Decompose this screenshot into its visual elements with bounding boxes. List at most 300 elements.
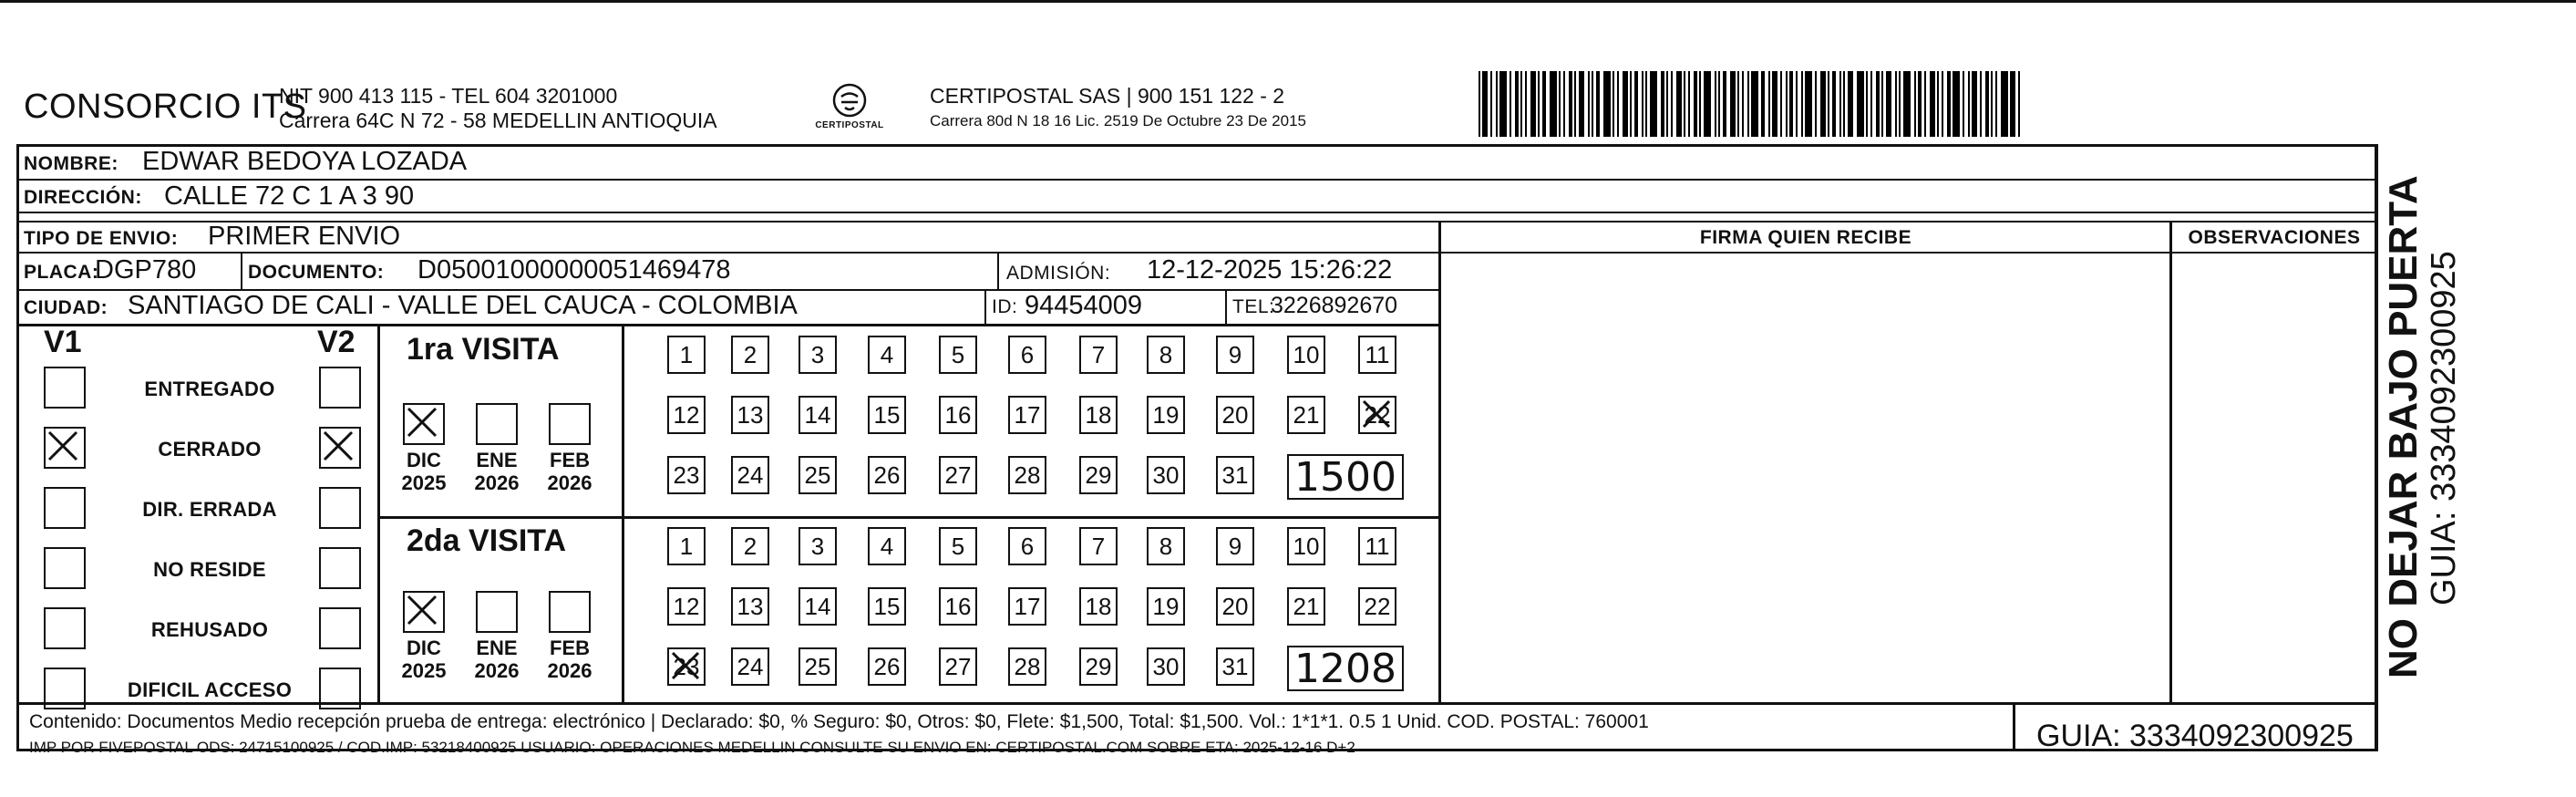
visit1-day-box[interactable] bbox=[1079, 456, 1118, 494]
v1-header: V1 bbox=[44, 325, 82, 359]
barcode-bar bbox=[2010, 71, 2015, 137]
day-number: 3 bbox=[810, 532, 825, 560]
footer-imp: IMP POR FIVEPOSTAL ODS: 24715100925 / COD.IMP: 53218400925 USUARIO: OPERACIONES MEDELLIN CONSULTE SU ENVIO EN: CERTIPOSTAL.COM SOBRE ETA: 2025-12-16 D+2 bbox=[29, 739, 1355, 756]
day-number: 30 bbox=[1152, 461, 1180, 489]
visit1-day-box[interactable] bbox=[1216, 396, 1254, 434]
visit2-day-box[interactable] bbox=[939, 527, 977, 565]
day-number: 17 bbox=[1014, 592, 1041, 620]
visit2-day-box[interactable] bbox=[731, 587, 769, 626]
barcode-bar bbox=[1515, 71, 1519, 137]
barcode-bar bbox=[1857, 71, 1864, 137]
v1-checkbox[interactable] bbox=[44, 487, 86, 529]
v1-checkbox[interactable] bbox=[44, 367, 86, 409]
v2-checkbox[interactable] bbox=[319, 668, 361, 709]
barcode-bar bbox=[1718, 71, 1720, 137]
visit2-day-box[interactable] bbox=[1287, 587, 1325, 626]
month-year: 2026 bbox=[474, 471, 520, 494]
day-number: 22 bbox=[1364, 592, 1391, 620]
barcode-bar bbox=[1684, 71, 1685, 137]
barcode-bar bbox=[1991, 71, 1993, 137]
barcode-bar bbox=[1676, 71, 1682, 137]
certipostal-logo bbox=[811, 82, 888, 137]
col-line bbox=[241, 252, 242, 290]
visit2-day-box[interactable] bbox=[1008, 647, 1046, 686]
visit1-day-box[interactable] bbox=[1287, 336, 1325, 374]
v2-checkbox[interactable] bbox=[319, 487, 361, 529]
day-number: 22 bbox=[1364, 400, 1391, 429]
barcode-bar bbox=[1942, 71, 1943, 137]
direccion-value: CALLE 72 C 1 A 3 90 bbox=[164, 181, 415, 211]
barcode-bar bbox=[1820, 71, 1826, 137]
col-line bbox=[1225, 289, 1227, 326]
barcode-bar bbox=[1930, 71, 1935, 137]
visit1-day-box[interactable] bbox=[868, 396, 906, 434]
barcode-bar bbox=[1796, 71, 1798, 137]
barcode-bar bbox=[1482, 71, 1488, 137]
day-number: 10 bbox=[1293, 340, 1320, 368]
month-label bbox=[534, 637, 605, 682]
barcode-bar bbox=[1985, 71, 1989, 137]
x-mark-icon bbox=[1360, 398, 1396, 434]
visit2-day-box[interactable] bbox=[1079, 527, 1118, 565]
day-number: 31 bbox=[1221, 652, 1249, 680]
barcode-bar bbox=[1574, 71, 1576, 137]
month-name: ENE bbox=[476, 449, 518, 471]
month-checkbox[interactable] bbox=[476, 403, 518, 445]
barcode-bar bbox=[1972, 71, 1977, 137]
day-number: 6 bbox=[1020, 340, 1035, 368]
barcode-bar bbox=[1510, 71, 1511, 137]
month-label bbox=[388, 449, 459, 494]
day-number: 18 bbox=[1085, 592, 1112, 620]
visit2-day-box[interactable] bbox=[868, 647, 906, 686]
barcode-bar bbox=[1704, 71, 1711, 137]
barcode-bar bbox=[1848, 71, 1853, 137]
month-name: ENE bbox=[476, 637, 518, 659]
visit1-day-box[interactable] bbox=[799, 396, 837, 434]
day-number: 29 bbox=[1085, 461, 1112, 489]
visit2-day-box[interactable] bbox=[799, 587, 837, 626]
day-number: 30 bbox=[1152, 652, 1180, 680]
visit1-day-box[interactable] bbox=[1079, 396, 1118, 434]
month-checkbox[interactable] bbox=[549, 591, 591, 633]
status-label: DIR. ERRADA bbox=[142, 498, 277, 521]
visit2-day-box[interactable] bbox=[868, 587, 906, 626]
day-number: 27 bbox=[944, 461, 972, 489]
barcode-bar bbox=[1772, 71, 1777, 137]
admision-value: 12-12-2025 15:26:22 bbox=[1147, 255, 1393, 285]
barcode-bar bbox=[1903, 71, 1911, 137]
barcode-bar bbox=[1881, 71, 1883, 137]
barcode-bar bbox=[1828, 71, 1829, 137]
day-number: 26 bbox=[873, 461, 901, 489]
month-year: 2026 bbox=[547, 659, 592, 682]
visit2-day-box[interactable] bbox=[1358, 527, 1396, 565]
visit1-day-box[interactable] bbox=[731, 336, 769, 374]
footer-contenido: Contenido: Documentos Medio recepción prueba de entrega: electrónico | Declarado: $0, % Seguro: $0, Otros: $0, Flete: $1,500, Total: $1,500. Vol.: 1*1*1. 0.5 1 Unid. COD. POSTAL: 760001 bbox=[29, 711, 1649, 732]
side-warning: NO DEJAR BAJO PUERTA bbox=[2381, 175, 2426, 678]
barcode-bar bbox=[1499, 71, 1507, 137]
barcode-bar bbox=[1801, 71, 1803, 137]
visit1-day-box[interactable] bbox=[799, 456, 837, 494]
company-name: CONSORCIO ITS bbox=[24, 88, 307, 126]
day-number: 12 bbox=[673, 592, 700, 620]
top-border-line bbox=[0, 0, 2576, 3]
barcode-bar bbox=[1899, 71, 1901, 137]
v1-checkbox[interactable] bbox=[44, 607, 86, 649]
barcode-bar bbox=[1751, 71, 1758, 137]
barcode-bar bbox=[1995, 71, 1997, 137]
visit2-day-box[interactable] bbox=[667, 587, 706, 626]
barcode-bar bbox=[1866, 71, 1868, 137]
visit1-day-box[interactable] bbox=[1216, 336, 1254, 374]
visit2-title: 2da VISITA bbox=[407, 523, 567, 558]
placa-value: DGP780 bbox=[95, 255, 197, 285]
barcode-bar bbox=[2018, 71, 2020, 137]
x-mark-icon bbox=[405, 593, 443, 631]
visit2-day-box[interactable] bbox=[1216, 647, 1254, 686]
visit2-day-box[interactable] bbox=[1147, 527, 1185, 565]
month-checkbox[interactable] bbox=[476, 591, 518, 633]
row-line bbox=[16, 212, 2377, 213]
day-number: 24 bbox=[737, 461, 764, 489]
visit2-day-box[interactable] bbox=[731, 647, 769, 686]
v2-checkbox[interactable] bbox=[319, 547, 361, 589]
documento-value: D05001000000051469478 bbox=[417, 255, 731, 285]
col-line bbox=[2375, 144, 2378, 751]
visit1-day-box[interactable] bbox=[939, 396, 977, 434]
day-number: 11 bbox=[1365, 340, 1390, 368]
visit1-title: 1ra VISITA bbox=[407, 332, 560, 367]
barcode-bar bbox=[1761, 71, 1765, 137]
barcode-bar bbox=[1918, 71, 1922, 137]
day-number: 20 bbox=[1221, 592, 1249, 620]
visit1-time-box[interactable]: 1500 bbox=[1287, 454, 1404, 500]
barcode-bar bbox=[1699, 71, 1701, 137]
ciudad-value: SANTIAGO DE CALI - VALLE DEL CAUCA - COLOMBIA bbox=[128, 291, 798, 320]
visit2-day-box[interactable] bbox=[1216, 587, 1254, 626]
month-name: FEB bbox=[550, 449, 590, 471]
barcode-bar bbox=[1963, 71, 1964, 137]
barcode-bar bbox=[1525, 71, 1527, 137]
visit2-day-box[interactable] bbox=[667, 647, 706, 686]
day-number: 11 bbox=[1365, 532, 1390, 560]
day-number: 4 bbox=[880, 532, 894, 560]
day-number: 18 bbox=[1085, 400, 1112, 429]
day-number: 2 bbox=[743, 340, 757, 368]
barcode-bar bbox=[1715, 71, 1716, 137]
month-year: 2025 bbox=[401, 471, 447, 494]
status-label: NO RESIDE bbox=[153, 558, 266, 581]
placa-label: PLACA: bbox=[24, 262, 99, 283]
day-number: 17 bbox=[1014, 400, 1041, 429]
barcode-bar bbox=[1617, 71, 1619, 137]
barcode-bar bbox=[1650, 71, 1657, 137]
barcode-bar bbox=[1542, 71, 1546, 137]
barcode-bar bbox=[1671, 71, 1673, 137]
day-number: 7 bbox=[1091, 532, 1106, 560]
day-number: 19 bbox=[1152, 400, 1180, 429]
day-number: 29 bbox=[1085, 652, 1112, 680]
col-line bbox=[377, 326, 380, 702]
visit2-day-box[interactable] bbox=[667, 527, 706, 565]
day-number: 10 bbox=[1293, 532, 1320, 560]
tel-label: TEL: bbox=[1232, 296, 1275, 317]
barcode-bar bbox=[1563, 71, 1565, 137]
barcode-bar bbox=[1634, 71, 1638, 137]
barcode-bar bbox=[1839, 71, 1841, 137]
day-number: 14 bbox=[804, 400, 831, 429]
barcode-bar bbox=[1520, 71, 1522, 137]
col-line bbox=[2169, 221, 2172, 702]
v2-header: V2 bbox=[317, 325, 355, 359]
col-line bbox=[1438, 221, 1441, 702]
barcode-bar bbox=[1579, 71, 1584, 137]
month-year: 2026 bbox=[547, 471, 592, 494]
barcode-bar bbox=[1742, 71, 1744, 137]
day-number: 21 bbox=[1293, 400, 1320, 429]
barcode-bar bbox=[1496, 71, 1498, 137]
status-label: REHUSADO bbox=[150, 618, 269, 641]
visit1-day-box[interactable] bbox=[939, 456, 977, 494]
visit1-day-box[interactable] bbox=[868, 336, 906, 374]
documento-label: DOCUMENTO: bbox=[248, 262, 385, 283]
ciudad-label: CIUDAD: bbox=[24, 297, 108, 318]
col-line bbox=[997, 252, 999, 290]
visit2-day-box[interactable] bbox=[1079, 587, 1118, 626]
visit2-day-box[interactable] bbox=[1147, 587, 1185, 626]
barcode-bar bbox=[1768, 71, 1770, 137]
visit1-day-box[interactable] bbox=[1008, 456, 1046, 494]
day-number: 21 bbox=[1293, 592, 1320, 620]
barcode-bar bbox=[1666, 71, 1668, 137]
visit2-day-box[interactable] bbox=[731, 527, 769, 565]
day-number: 26 bbox=[873, 652, 901, 680]
visit2-day-box[interactable] bbox=[868, 527, 906, 565]
day-number: 1 bbox=[679, 532, 694, 560]
row-line bbox=[16, 702, 2377, 705]
visit1-day-box[interactable] bbox=[667, 396, 706, 434]
barcode-bar bbox=[1645, 71, 1647, 137]
day-number: 16 bbox=[944, 592, 972, 620]
direccion-label: DIRECCIÓN: bbox=[24, 187, 142, 208]
visit2-day-box[interactable] bbox=[1216, 527, 1254, 565]
visit1-day-box[interactable] bbox=[1079, 336, 1118, 374]
tipo-value: PRIMER ENVIO bbox=[208, 222, 401, 251]
barcode-bar bbox=[1876, 71, 1880, 137]
visit1-day-box[interactable] bbox=[1147, 396, 1185, 434]
visit2-day-box[interactable] bbox=[799, 647, 837, 686]
x-mark-icon bbox=[669, 649, 706, 686]
certipostal-line: CERTIPOSTAL SAS | 900 151 122 - 2 bbox=[930, 84, 1285, 108]
day-number: 23 bbox=[673, 461, 700, 489]
day-number: 2 bbox=[743, 532, 757, 560]
month-label bbox=[461, 449, 532, 494]
barcode-bar bbox=[1886, 71, 1891, 137]
barcode-bar bbox=[1613, 71, 1614, 137]
visit2-day-box[interactable] bbox=[1147, 647, 1185, 686]
month-year: 2026 bbox=[474, 659, 520, 682]
barcode-bar bbox=[1603, 71, 1611, 137]
day-number: 24 bbox=[737, 652, 764, 680]
col-line bbox=[2013, 702, 2015, 751]
barcode-bar bbox=[1953, 71, 1960, 137]
tipo-label: TIPO DE ENVIO: bbox=[24, 228, 179, 249]
barcode-bar bbox=[1789, 71, 1793, 137]
visit2-day-box[interactable] bbox=[1079, 647, 1118, 686]
barcode-bar bbox=[1569, 71, 1572, 137]
status-label: ENTREGADO bbox=[144, 378, 275, 400]
day-number: 9 bbox=[1228, 340, 1242, 368]
barcode-bar bbox=[1780, 71, 1782, 137]
admision-label: ADMISIÓN: bbox=[1006, 263, 1111, 284]
footer-guia: GUIA: 3334092300925 bbox=[2036, 719, 2354, 753]
barcode-bar bbox=[1832, 71, 1836, 137]
visit1-day-box[interactable] bbox=[731, 396, 769, 434]
barcode bbox=[1479, 71, 2199, 137]
v1-checkbox[interactable] bbox=[44, 427, 86, 469]
barcode-bar bbox=[1895, 71, 1897, 137]
day-number: 31 bbox=[1221, 461, 1249, 489]
day-number: 28 bbox=[1014, 461, 1041, 489]
day-number: 13 bbox=[737, 400, 764, 429]
visit1-day-box[interactable] bbox=[799, 336, 837, 374]
day-number: 25 bbox=[804, 652, 831, 680]
v1-checkbox[interactable] bbox=[44, 668, 86, 709]
month-checkbox[interactable] bbox=[403, 591, 445, 633]
col-line bbox=[984, 289, 986, 326]
visit2-day-box[interactable] bbox=[939, 587, 977, 626]
visit2-day-box[interactable] bbox=[1008, 527, 1046, 565]
day-number: 15 bbox=[873, 592, 901, 620]
company-info bbox=[279, 84, 717, 133]
barcode-bar bbox=[1947, 71, 1951, 137]
day-number: 19 bbox=[1152, 592, 1180, 620]
month-checkbox[interactable] bbox=[403, 403, 445, 445]
barcode-bar bbox=[1592, 71, 1593, 137]
day-number: 1 bbox=[679, 340, 694, 368]
day-number: 23 bbox=[673, 652, 700, 680]
visit1-day-box[interactable] bbox=[1358, 396, 1396, 434]
day-number: 13 bbox=[737, 592, 764, 620]
visit1-day-box[interactable] bbox=[1147, 456, 1185, 494]
x-mark-icon bbox=[46, 429, 84, 467]
id-label: ID: bbox=[992, 296, 1018, 317]
barcode-bar bbox=[1550, 71, 1557, 137]
barcode-bar bbox=[1737, 71, 1739, 137]
day-number: 8 bbox=[1159, 532, 1173, 560]
barcode-bar bbox=[1786, 71, 1788, 137]
month-checkbox[interactable] bbox=[549, 403, 591, 445]
barcode-bar bbox=[1694, 71, 1697, 137]
certipostal-info bbox=[930, 84, 1306, 133]
barcode-bar bbox=[1730, 71, 1736, 137]
tel-value: 3226892670 bbox=[1271, 293, 1398, 318]
status-label: DIFICIL ACCESO bbox=[127, 678, 293, 701]
visit2-day-box[interactable] bbox=[1287, 527, 1325, 565]
visit2-day-box[interactable] bbox=[939, 647, 977, 686]
row-line bbox=[16, 179, 2377, 181]
v2-checkbox[interactable] bbox=[319, 607, 361, 649]
month-year: 2025 bbox=[401, 659, 447, 682]
barcode-bar bbox=[1630, 71, 1632, 137]
col-line bbox=[622, 326, 624, 702]
visit1-day-box[interactable] bbox=[731, 456, 769, 494]
visit2-day-box[interactable] bbox=[1008, 587, 1046, 626]
barcode-bar bbox=[1914, 71, 1916, 137]
visit1-day-box[interactable] bbox=[1008, 336, 1046, 374]
logo-icon bbox=[831, 82, 868, 119]
visit2-time-box[interactable]: 1208 bbox=[1287, 646, 1404, 691]
v2-checkbox[interactable] bbox=[319, 367, 361, 409]
barcode-bar bbox=[1538, 71, 1540, 137]
barcode-bar bbox=[1747, 71, 1749, 137]
nombre-label: NOMBRE: bbox=[24, 153, 118, 174]
day-number: 28 bbox=[1014, 652, 1041, 680]
barcode-bar bbox=[1815, 71, 1817, 137]
barcode-bar bbox=[1596, 71, 1600, 137]
barcode-bar bbox=[1623, 71, 1628, 137]
month-label bbox=[461, 637, 532, 682]
certipostal-license-line: Carrera 80d N 18 16 Lic. 2519 De Octubre 23 De 2015 bbox=[930, 112, 1306, 129]
month-label bbox=[534, 449, 605, 494]
day-number: 16 bbox=[944, 400, 972, 429]
visit1-day-box[interactable] bbox=[1287, 396, 1325, 434]
barcode-bar bbox=[1588, 71, 1590, 137]
day-number: 7 bbox=[1091, 340, 1106, 368]
barcode-bar bbox=[1479, 71, 1480, 137]
status-label: CERRADO bbox=[158, 438, 262, 461]
barcode-bar bbox=[1924, 71, 1926, 137]
observaciones-column-header: OBSERVACIONES bbox=[2188, 227, 2361, 248]
side-guia: GUIA: 3334092300925 bbox=[2425, 251, 2463, 606]
row-line bbox=[16, 252, 1440, 254]
visit1-day-box[interactable] bbox=[1216, 456, 1254, 494]
month-name: FEB bbox=[550, 637, 590, 659]
v1-checkbox[interactable] bbox=[44, 547, 86, 589]
barcode-bar bbox=[1688, 71, 1690, 137]
barcode-bar bbox=[1559, 71, 1561, 137]
visit1-day-box[interactable] bbox=[667, 456, 706, 494]
v2-checkbox[interactable] bbox=[319, 427, 361, 469]
visit1-day-box[interactable] bbox=[667, 336, 706, 374]
day-number: 20 bbox=[1221, 400, 1249, 429]
nombre-value: EDWAR BEDOYA LOZADA bbox=[142, 147, 468, 176]
day-number: 4 bbox=[880, 340, 894, 368]
day-number: 15 bbox=[873, 400, 901, 429]
day-number: 25 bbox=[804, 461, 831, 489]
day-number: 6 bbox=[1020, 532, 1035, 560]
visit1-day-box[interactable] bbox=[1358, 336, 1396, 374]
visit1-day-box[interactable] bbox=[939, 336, 977, 374]
company-address-line: Carrera 64C N 72 - 58 MEDELLIN ANTIOQUIA bbox=[279, 109, 717, 132]
visit1-day-box[interactable] bbox=[868, 456, 906, 494]
day-number: 27 bbox=[944, 652, 972, 680]
visit1-day-box[interactable] bbox=[1147, 336, 1185, 374]
day-number: 5 bbox=[951, 532, 965, 560]
company-nit-line: NIT 900 413 115 - TEL 604 3201000 bbox=[279, 84, 618, 108]
month-name: DIC bbox=[407, 449, 441, 471]
visit1-day-box[interactable] bbox=[1008, 396, 1046, 434]
visit2-day-box[interactable] bbox=[799, 527, 837, 565]
visit2-day-box[interactable] bbox=[1358, 587, 1396, 626]
day-number: 8 bbox=[1159, 340, 1173, 368]
day-number: 14 bbox=[804, 592, 831, 620]
barcode-bar bbox=[1968, 71, 1970, 137]
barcode-bar bbox=[1723, 71, 1726, 137]
barcode-bar bbox=[2001, 71, 2008, 137]
barcode-bar bbox=[1937, 71, 1939, 137]
